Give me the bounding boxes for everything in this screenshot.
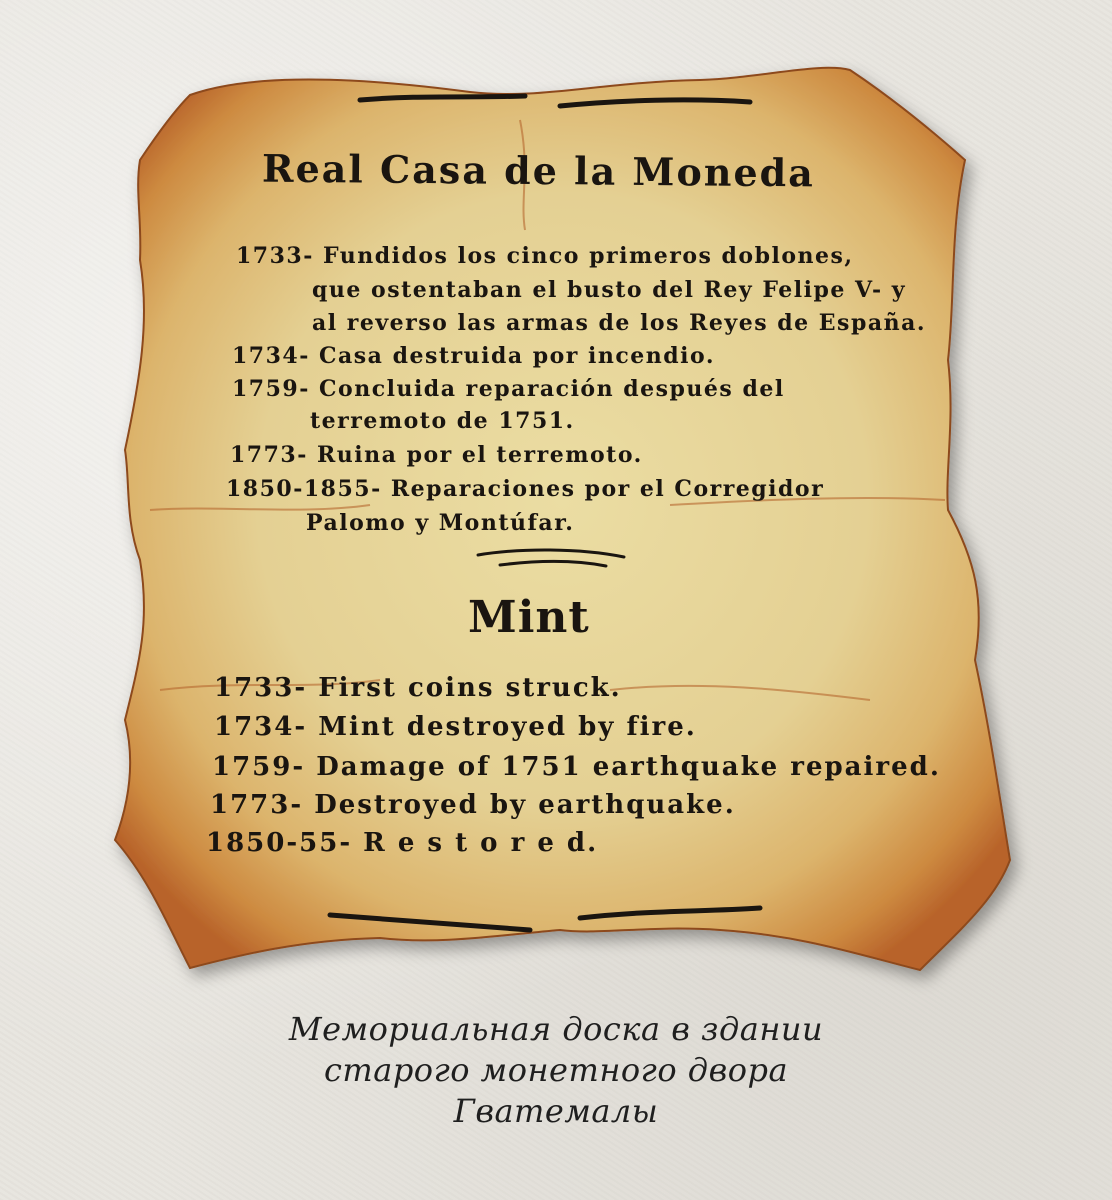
- caption-line-2: старого монетного двора: [323, 1051, 789, 1089]
- mint-title: Mint: [468, 592, 590, 643]
- spanish-line: 1773- Ruina por el terremoto.: [230, 442, 643, 468]
- spanish-line: 1734- Casa destruida por incendio.: [232, 343, 715, 369]
- spanish-line: 1759- Concluida reparación después del: [232, 376, 785, 402]
- spanish-line: al reverso las armas de los Reyes de España.: [312, 310, 926, 336]
- english-line: 1734- Mint destroyed by fire.: [214, 712, 697, 742]
- english-line: 1850-55- R e s t o r e d.: [206, 828, 599, 858]
- spanish-line: que ostentaban el busto del Rey Felipe V- y: [312, 277, 907, 303]
- spanish-line: 1733- Fundidos los cinco primeros doblones,: [236, 243, 854, 269]
- english-line: 1759- Damage of 1751 earthquake repaired.: [212, 752, 941, 782]
- spanish-line: terremoto de 1751.: [310, 408, 575, 434]
- english-line: 1733- First coins struck.: [214, 673, 622, 703]
- spanish-line: 1850-1855- Reparaciones por el Corregidor: [226, 476, 825, 502]
- caption-line-3: Гватемалы: [453, 1092, 659, 1130]
- spanish-line: Palomo y Montúfar.: [306, 510, 575, 536]
- plaque-title: Real Casa de la Moneda: [261, 145, 816, 196]
- english-line: 1773- Destroyed by earthquake.: [210, 790, 736, 820]
- caption-line-1: Мемориальная доска в здании: [288, 1010, 824, 1048]
